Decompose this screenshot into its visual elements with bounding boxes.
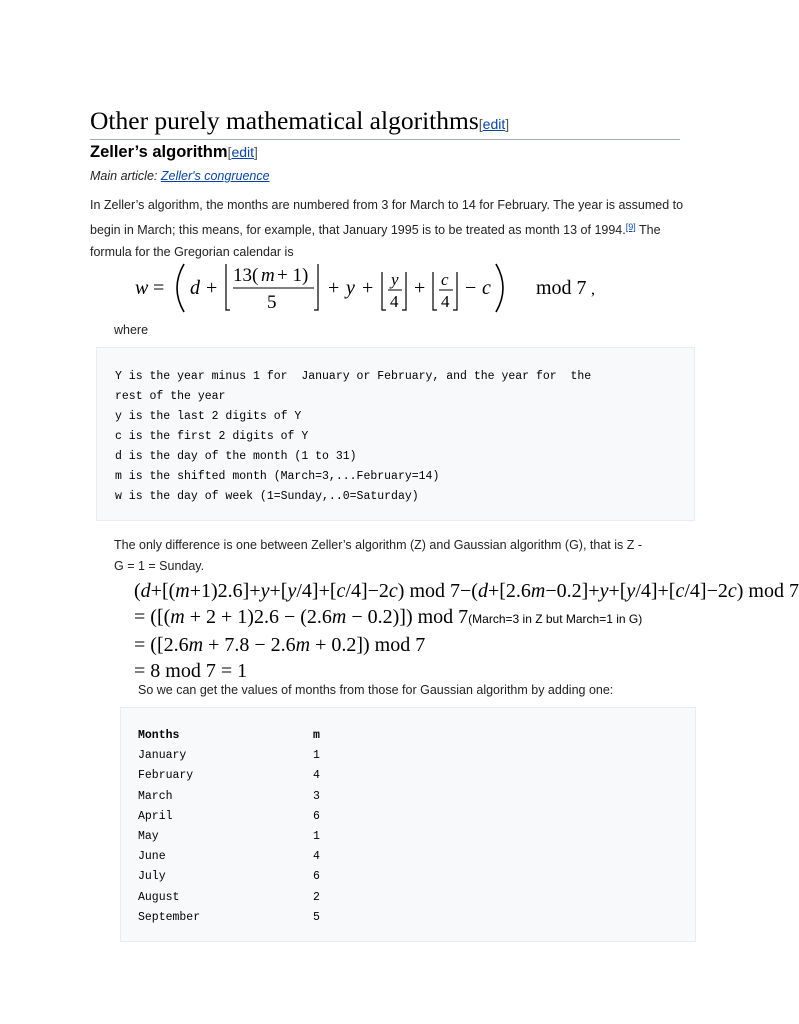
table-row (138, 908, 358, 928)
months-table-header (138, 726, 358, 746)
definitions-box (96, 347, 695, 521)
derivation-line-3: = ([2.6m + 7.8 − 2.6m + 0.2]) mod 7 (134, 634, 426, 656)
intro-text-continued: The formula for the Gregorian calendar is (90, 223, 661, 259)
zeller-formula-svg (130, 258, 610, 318)
svg-text:,: , (591, 281, 595, 298)
table-row (138, 888, 358, 908)
subsection-edit-link[interactable]: edit (231, 144, 255, 160)
month-name: September (138, 910, 201, 924)
zellers-congruence-link[interactable]: Zeller's congruence (160, 169, 270, 183)
svg-text:w: w (135, 277, 149, 299)
svg-text:5: 5 (267, 292, 277, 313)
svg-text:+: + (362, 277, 374, 299)
difference-paragraph (114, 535, 642, 577)
table-row (138, 867, 358, 887)
zeller-formula (130, 258, 610, 323)
month-value: 5 (313, 910, 320, 924)
months-table-box (120, 707, 696, 942)
subsection-heading (90, 141, 258, 163)
svg-text:+ 1): + 1) (277, 265, 309, 286)
svg-text:=: = (153, 277, 165, 299)
month-name: February (138, 769, 194, 783)
definition-line: Y is the year minus 1 for January or February, and the year for the (115, 370, 592, 383)
month-name: March (138, 789, 173, 803)
march-note: (March=3 in Z but March=1 in G) (468, 612, 643, 626)
month-name: June (138, 850, 166, 864)
svg-text:d: d (190, 277, 200, 299)
month-value: 4 (313, 769, 320, 783)
derivation-line-2: = ([(m + 2 + 1)2.6 − (2.6m − 0.2)]) mod 7(March=3 in Z but March=1 in G) (134, 606, 643, 628)
svg-text:y: y (346, 277, 355, 299)
section-heading (90, 106, 680, 140)
hatnote-prefix: Main article: (90, 169, 161, 183)
month-name: July (138, 870, 166, 884)
definition-line: m is the shifted month (March=3,...February=14) (115, 470, 440, 483)
month-name: August (138, 890, 180, 904)
month-value: 2 (313, 890, 320, 904)
definition-line: rest of the year (115, 390, 226, 403)
svg-text:c: c (482, 277, 491, 299)
subsection-title: Zeller’s algorithm (90, 143, 228, 161)
section-edit-link[interactable]: edit (482, 116, 506, 132)
svg-text:13(: 13( (233, 265, 259, 286)
svg-text:4: 4 (390, 292, 399, 311)
definition-line: w is the day of week (1=Sunday,..0=Saturday) (115, 490, 419, 503)
difference-line-1: The only difference is one between Zeller’s algorithm (Z) and Gaussian algorithm (G), that is Z - (114, 538, 643, 552)
table-row (138, 787, 358, 807)
month-value: 1 (313, 829, 320, 843)
definition-line: d is the day of the month (1 to 31) (115, 450, 357, 463)
svg-text:+: + (414, 277, 426, 299)
month-value: 6 (313, 870, 320, 884)
svg-text:mod 7: mod 7 (536, 277, 587, 299)
adding-one-paragraph: So we can get the values of months from those for Gaussian algorithm by adding one: (138, 683, 614, 697)
where-label: where (114, 323, 149, 337)
derivation-math (134, 578, 799, 684)
table-row (138, 847, 358, 867)
section-edit-link-wrapper: [edit] (478, 116, 510, 132)
subsection-edit-link-wrapper: [edit] (227, 144, 258, 160)
month-name: May (138, 829, 159, 843)
month-value: 6 (313, 809, 320, 823)
intro-paragraph (90, 194, 685, 263)
derivation-line-1: (d+[(m+1)2.6]+y+[y/4]+[c/4]−2c) mod 7−(d+[2.6m−0.2]+y+[y/4]+[c/4]−2c) mod 7 (134, 580, 799, 602)
definition-line: c is the first 2 digits of Y (115, 430, 309, 443)
table-row (138, 827, 358, 847)
svg-text:c: c (441, 270, 449, 289)
month-name: January (138, 749, 187, 763)
definition-line: y is the last 2 digits of Y (115, 410, 302, 423)
month-value: 1 (313, 749, 320, 763)
difference-line-2: G = 1 = Sunday. (114, 559, 205, 573)
header-months: Months (138, 729, 180, 742)
definitions-lines (115, 367, 591, 507)
table-row (138, 766, 358, 786)
svg-text:m: m (261, 265, 275, 286)
table-row (138, 807, 358, 827)
svg-text:−: − (465, 277, 477, 299)
table-row (138, 746, 358, 766)
svg-text:+: + (328, 277, 340, 299)
month-value: 4 (313, 850, 320, 864)
month-value: 3 (313, 789, 320, 803)
svg-text:y: y (391, 270, 399, 289)
main-article-hatnote (90, 167, 270, 185)
derivation-line-4: = 8 mod 7 = 1 (134, 660, 248, 682)
header-m: m (313, 729, 320, 742)
month-name: April (138, 809, 173, 823)
months-table (138, 726, 358, 928)
reference-link[interactable]: [9] (625, 222, 636, 232)
intro-text: In Zeller’s algorithm, the months are numbered from 3 for March to 14 for February. The year is assumed to begin in March; this means, for example, that January 1995 is to be treated as month 13 of 1994. (90, 198, 684, 237)
svg-text:4: 4 (441, 292, 450, 311)
svg-text:+: + (206, 277, 218, 299)
section-title: Other purely mathematical algorithms (90, 106, 479, 135)
